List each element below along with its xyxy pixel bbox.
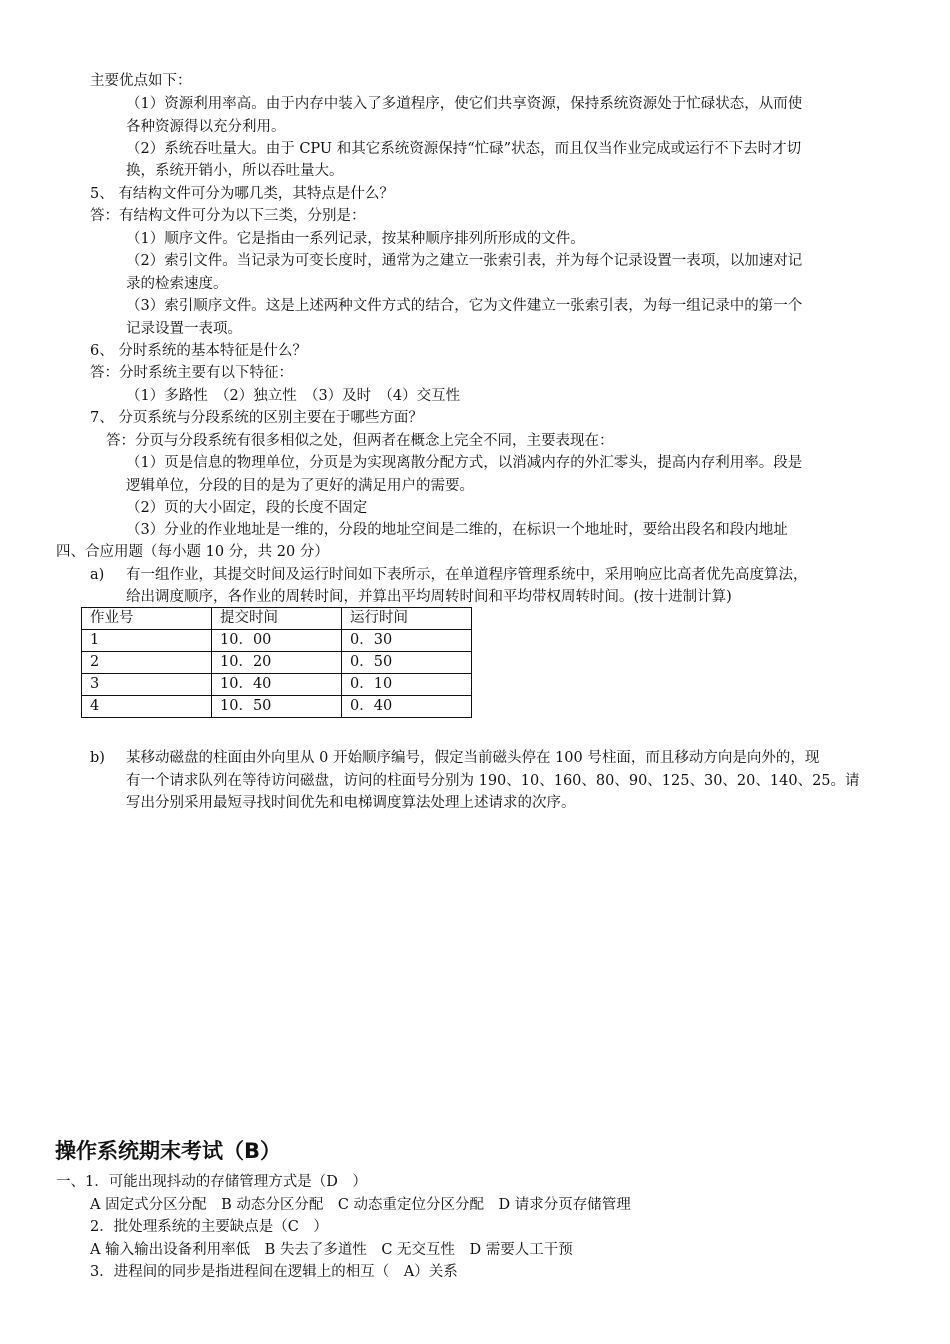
mc-question-2: 2．批处理系统的主要缺点是（C ） (90, 1219, 328, 1235)
table-row (82, 630, 472, 652)
answer-5-item-2-line-1: （2）索引文件。当记录为可变长度时，通常为之建立一张索引表，并为每个记录设置一表项，以加速对记 (126, 253, 803, 269)
table-cell: 0．50 (342, 652, 472, 674)
table-header-cell: 作业号 (82, 608, 212, 630)
question-7: 7、 分页系统与分段系统的区别主要在于哪些方面？ (90, 410, 423, 426)
table-cell: 2 (82, 652, 212, 674)
advantage-1-line-1: （1）资源利用率高。由于内存中装入了多道程序，使它们共享资源，保持系统资源处于忙碌状态，从而使 (126, 96, 803, 112)
table-header-row (82, 608, 472, 630)
problem-a-line-1: 有一组作业，其提交时间及运行时间如下表所示，在单道程序管理系统中，采用响应比高者优先高度算法， (126, 567, 808, 583)
mc-question-3: 3．进程间的同步是指进程间在逻辑上的相互（ A）关系 (90, 1264, 458, 1280)
mc-question-2-options: A 输入输出设备利用率低 B 失去了多道性 C 无交互性 D 需要人工干预 (90, 1242, 573, 1258)
table-cell: 10．00 (212, 630, 342, 652)
table-cell: 4 (82, 696, 212, 718)
table-row (82, 696, 472, 718)
table-cell: 0．10 (342, 674, 472, 696)
answer-5-item-1: （1）顺序文件。它是指由一系列记录，按某种顺序排列所形成的文件。 (126, 231, 585, 247)
table-header-cell: 提交时间 (212, 608, 342, 630)
answer-5-item-2-line-2: 录的检索速度。 (126, 276, 228, 292)
mc-question-1-options: A 固定式分区分配 B 动态分区分配 C 动态重定位分区分配 D 请求分页存储管理 (90, 1197, 631, 1213)
problem-a-line-2: 给出调度顺序，各作业的周转时间，并算出平均周转时间和平均带权周转时间。(按十进制计算) (126, 589, 732, 605)
advantages-heading: 主要优点如下： (90, 73, 192, 89)
answer-6: 答：分时系统主要有以下特征： (90, 365, 293, 381)
answer-7-item-2: （2）页的大小固定，段的长度不固定 (126, 500, 368, 516)
table-header-cell: 运行时间 (342, 608, 472, 630)
answer-7-item-1-line-2: 逻辑单位，分段的目的是为了更好的满足用户的需要。 (126, 478, 474, 494)
answer-5: 答：有结构文件可分为以下三类，分别是： (90, 208, 366, 224)
job-table (81, 607, 472, 718)
table-row (82, 674, 472, 696)
problem-b-line-1: 某移动磁盘的柱面由外向里从 0 开始顺序编号，假定当前磁头停在 100 号柱面，而且移动方向是向外的，现 (126, 750, 820, 766)
answer-7-item-1-line-1: （1）页是信息的物理单位，分页是为实现离散分配方式，以消减内存的外汇零头，提高内存利用率。段是 (126, 455, 803, 471)
answer-7: 答：分页与分段系统有很多相似之处，但两者在概念上完全不同，主要表现在： (106, 433, 614, 449)
question-5: 5、 有结构文件可分为哪几类，其特点是什么？ (90, 186, 394, 202)
problem-b-line-2: 有一个请求队列在等待访问磁盘，访问的柱面号分别为 190、10、160、80、90、125、30、20、140、25。请 (126, 773, 860, 789)
table-cell: 10．50 (212, 696, 342, 718)
exam-b-title: 操作系统期末考试（B） (55, 1139, 282, 1163)
section-4-heading: 四、合应用题（每小题 10 分，共 20 分） (56, 544, 329, 560)
table-cell: 0．40 (342, 696, 472, 718)
mc-question-1: 一、1．可能出现抖动的存储管理方式是（D ） (56, 1174, 367, 1190)
answer-5-item-3-line-2: 记录设置一表项。 (126, 321, 242, 337)
question-6: 6、 分时系统的基本特征是什么？ (90, 343, 307, 359)
advantage-1-line-2: 各种资源得以充分利用。 (126, 119, 286, 135)
table-cell: 0．30 (342, 630, 472, 652)
table-cell: 10．40 (212, 674, 342, 696)
problem-b-label: b) (90, 750, 105, 766)
table-row (82, 652, 472, 674)
answer-5-item-3-line-1: （3）索引顺序文件。这是上述两种文件方式的结合，它为文件建立一张索引表，为每一组记录中的第一个 (126, 298, 803, 314)
table-cell: 3 (82, 674, 212, 696)
advantage-2-line-2: 换，系统开销小，所以吞吐量大。 (126, 163, 344, 179)
advantage-2-line-1: （2）系统吞吐量大。由于 CPU 和其它系统资源保持“忙碌”状态，而且仅当作业完成或运行不下去时才切 (126, 141, 802, 157)
problem-a-label: a) (90, 567, 105, 583)
table-cell: 1 (82, 630, 212, 652)
answer-7-item-3: （3）分业的作业地址是一维的，分段的地址空间是二维的，在标识一个地址时，要给出段名和段内地址 (126, 522, 788, 538)
answer-6-list: （1）多路性 （2）独立性 （3）及时 （4）交互性 (126, 388, 461, 404)
problem-b-line-3: 写出分别采用最短寻找时间优先和电梯调度算法处理上述请求的次序。 (126, 795, 576, 811)
table-cell: 10．20 (212, 652, 342, 674)
